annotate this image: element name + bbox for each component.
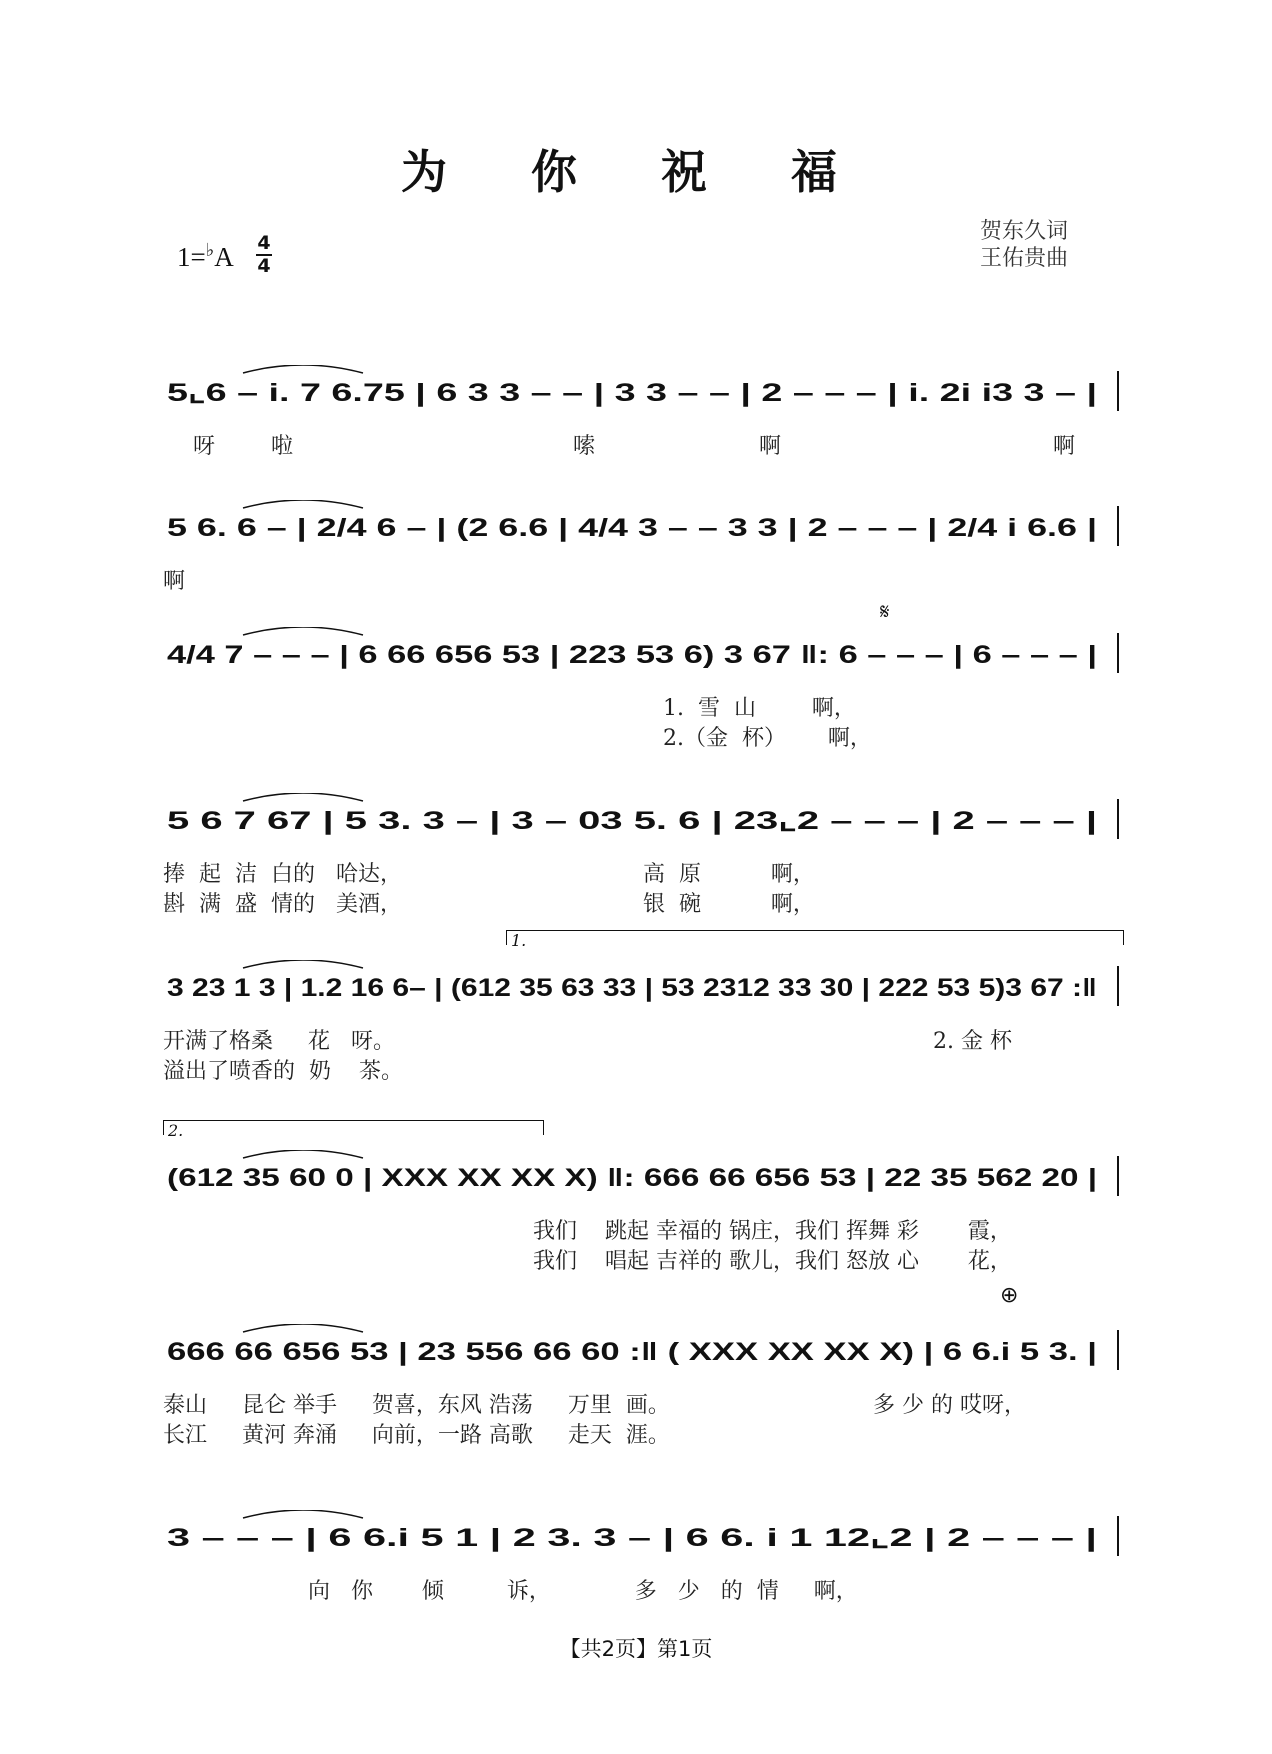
time-signature [256, 234, 272, 276]
staff-notes-1 [163, 365, 1120, 425]
slur [243, 1150, 363, 1158]
lyric-text: 捧 起 洁 白的 哈达， [163, 862, 402, 887]
staff-notes-4 [163, 793, 1120, 853]
coda-sign: ⊕ [1000, 1283, 1019, 1308]
flat-sign: ♭ [205, 240, 215, 260]
lyric-line-2 [163, 721, 1120, 751]
lyric-line-1 [163, 857, 1120, 887]
note-sequence: 5⌞6 – i. 7 6.75 | 6 3 3 – – | 3 3 – – | 2 – – – | i. 2i i3 3 – | [167, 379, 1097, 407]
key-signature [177, 240, 234, 273]
note-sequence: 3 – – – | 6 6.i 5 1 | 2 3. 3 – | 6 6. i 1 12⌞2 | 2 – – – | [167, 1524, 1097, 1552]
lyric-line-2 [163, 1054, 1120, 1084]
credits [980, 218, 1068, 272]
lyric-text: 泰山 昆仑 举手 贺喜，东风 浩荡 万里 画。 [163, 1393, 670, 1418]
note-sequence: 666 66 656 53 | 23 556 66 60 :‖ ( XXX XX XX X) | 6 6.i 5 3. | [167, 1338, 1097, 1366]
lyric-line-2 [163, 1418, 1120, 1448]
lyric-line-1 [163, 564, 1120, 594]
note-sequence: 4/4 7 – – – | 6 66 656 53 | 223 53 6) 3 67 ‖: 6 – – – | 6 – – – | [167, 641, 1097, 669]
segno-sign: 𝄋 [880, 600, 890, 625]
lyric-text: 呀 [193, 434, 216, 459]
key-note: A [214, 242, 234, 272]
lyric-text: 嗦 [573, 434, 596, 459]
note-sequence: (612 35 60 0 | XXX XX XX X) ‖: 666 66 656 53 | 22 35 562 20 | [167, 1164, 1097, 1192]
lyric-text: 向 你 倾 诉， 多 少 的 情 啊， [308, 1579, 858, 1604]
page-footer: 【共2页】第1页 [559, 1637, 713, 1661]
lyric-text: 银 碗 啊， [643, 892, 815, 917]
lyric-line-1 [163, 1388, 1120, 1418]
lyric-text: 开满了格桑 花 呀。 [163, 1029, 395, 1054]
staff-notes-3 [163, 627, 1120, 687]
staff-notes-8 [163, 1510, 1120, 1570]
staff-notes-7 [163, 1324, 1120, 1384]
time-signature-bottom: 4 [257, 255, 271, 277]
note-sequence: 3 23 1 3 | 1.2 16 6– | (612 35 63 33 | 53 2312 33 30 | 222 53 5)3 67 :‖ [167, 974, 1097, 1002]
lyric-text: 啊 [163, 569, 186, 594]
lyric-text: 啊 [759, 434, 782, 459]
lyricist-credit: 贺东久词 [980, 219, 1069, 244]
lyric-text: 我们 唱起 吉祥的 歌儿，我们 怒放 心 花， [533, 1249, 1012, 1274]
key-label: 1= [177, 242, 206, 272]
staff-notes-5 [163, 960, 1120, 1020]
slur [243, 365, 363, 373]
lyric-text: 多 少 的 哎呀， [873, 1393, 1026, 1418]
lyric-text: 啦 [271, 434, 294, 459]
note-sequence: 5 6. 6 – | 2/4 6 – | (2 6.6 | 4/4 3 – – 3 3 | 2 – – – | 2/4 i 6.6 | [167, 514, 1097, 542]
lyric-text: 我们 跳起 幸福的 锅庄，我们 挥舞 彩 霞， [533, 1219, 1012, 1244]
lyric-text: 1. 雪 山 啊， [663, 696, 856, 721]
lyric-line-2 [163, 887, 1120, 917]
time-signature-top: 4 [257, 232, 271, 254]
lyric-line-1 [163, 1574, 1120, 1604]
lyric-text: 斟 满 盛 情的 美酒， [163, 892, 402, 917]
slur [243, 1510, 363, 1518]
lyric-text: 长江 黄河 奔涌 向前，一路 高歌 走天 涯。 [163, 1423, 670, 1448]
slur [243, 627, 363, 635]
composer-credit: 王佑贵曲 [980, 246, 1069, 271]
lyric-line-1 [163, 691, 1120, 721]
lyric-line-1 [163, 1024, 1120, 1054]
lyric-text: 啊 [1053, 434, 1076, 459]
slur [243, 793, 363, 801]
lyric-text: 2. 金 杯 [933, 1029, 1012, 1054]
lyric-text: 溢出了喷香的 奶 茶。 [163, 1059, 403, 1084]
volta-bracket: 1. [506, 930, 1124, 945]
lyric-line-2 [163, 1244, 1120, 1274]
song-title: 为 你 祝 福 [400, 145, 872, 199]
slur [243, 1324, 363, 1332]
note-sequence: 5 6 7 67 | 5 3. 3 – | 3 – 03 5. 6 | 23⌞2 – – – | 2 – – – | [167, 807, 1097, 835]
lyric-text: 2.（金 杯） 啊， [663, 726, 872, 751]
staff-notes-2 [163, 500, 1120, 560]
slur [243, 500, 363, 508]
slur [243, 960, 363, 968]
staff-notes-6 [163, 1150, 1120, 1210]
volta-bracket: 2. [163, 1120, 544, 1135]
lyric-line-1 [163, 1214, 1120, 1244]
lyric-line-1 [163, 429, 1120, 459]
lyric-text: 高 原 啊， [643, 862, 815, 887]
